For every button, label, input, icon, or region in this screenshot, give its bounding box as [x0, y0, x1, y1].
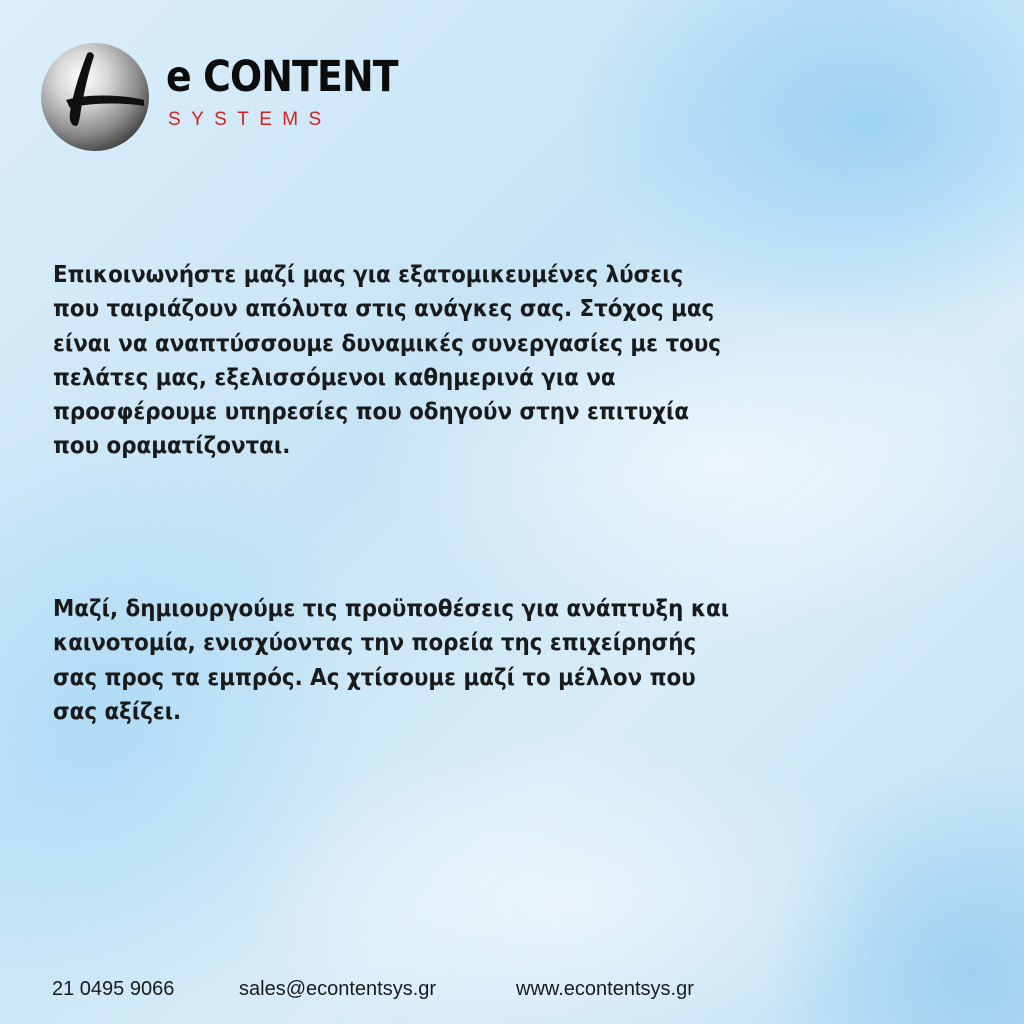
text-line: σας αξίζει.	[53, 698, 182, 725]
text-line: πελάτες μας, εξελισσόμενοι καθημερινά για να	[53, 364, 616, 391]
brand-wordmark: e CONTENT	[166, 52, 398, 102]
sphere-logo-icon	[40, 42, 150, 152]
phone-number: 21 0495 9066	[52, 978, 175, 1000]
text-line: Μαζί, δημιουργούμε τις προϋποθέσεις για ανάπτυξη και	[53, 596, 730, 622]
text-line: καινοτομία, ενισχύοντας την πορεία της επιχείρησής	[53, 630, 697, 657]
text-line: Επικοινωνήστε μαζί μας για εξατομικευμένες λύσεις	[53, 262, 684, 288]
brand-logo	[40, 42, 398, 154]
text-line: που ταιριάζουν απόλυτα στις ανάγκες σας. Στόχος μας	[53, 296, 715, 323]
text-line: που οραματίζονται.	[53, 433, 291, 460]
contact-footer	[0, 978, 1024, 1008]
brand-subtitle: SYSTEMS	[168, 109, 332, 130]
intro-paragraph	[53, 258, 890, 464]
text-line: σας προς τα εμπρός. Ας χτίσουμε μαζί το μέλλον που	[53, 664, 696, 691]
text-line: είναι να αναπτύσσουμε δυναμικές συνεργασίες με τους	[53, 330, 721, 357]
website-address: www.econtentsys.gr	[516, 978, 694, 1000]
email-address: sales@econtentsys.gr	[239, 978, 437, 1000]
text-line: προσφέρουμε υπηρεσίες που οδηγούν στην επιτυχία	[53, 399, 690, 426]
closing-paragraph	[53, 592, 890, 729]
